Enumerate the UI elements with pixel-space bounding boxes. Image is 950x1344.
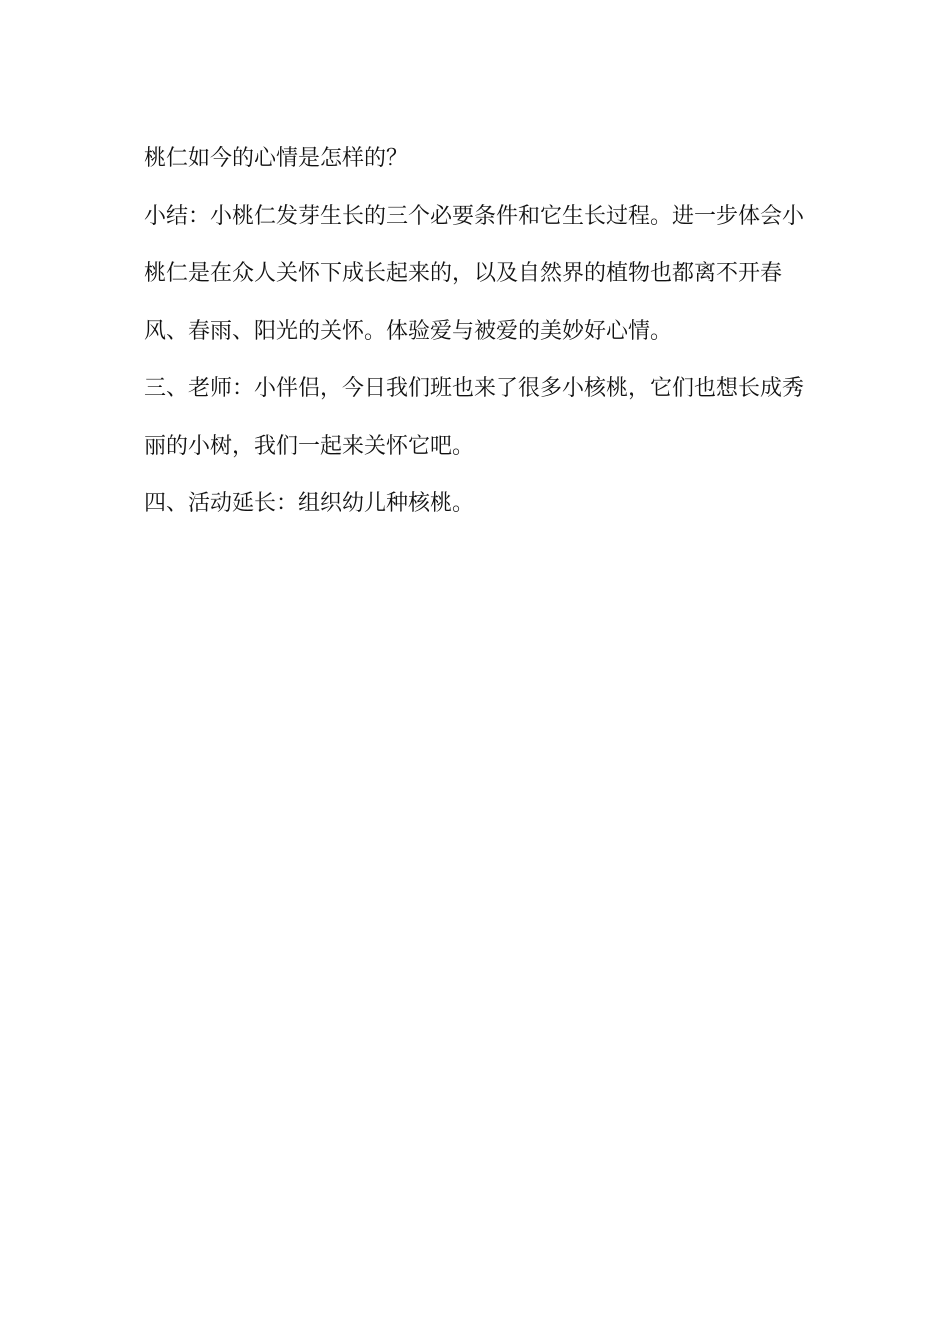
- paragraph-summary: 小结：小桃仁发芽生长的三个必要条件和它生长过程。进一步体会小桃仁是在众人关怀下成长起来的，以及自然界的植物也都离不开春风、春雨、阳光的关怀。体验爱与被爱的美妙好心情。: [144, 203, 805, 344]
- document-body: [144, 130, 824, 533]
- paragraph-section-three: 三、老师：小伴侣，今日我们班也来了很多小核桃，它们也想长成秀丽的小树，我们一起来关怀它吧。: [144, 376, 805, 459]
- paragraph-question: 桃仁如今的心情是怎样的？: [144, 146, 409, 171]
- paragraph-section-four: 四、活动延长：组织幼儿种核桃。: [144, 491, 475, 516]
